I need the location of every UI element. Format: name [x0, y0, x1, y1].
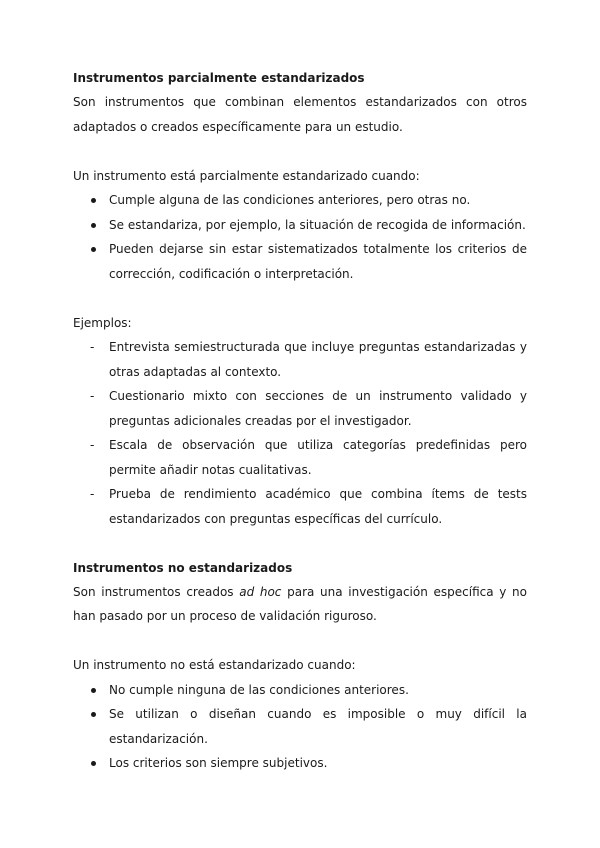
condition-list-non-standard	[73, 678, 527, 776]
list-item	[73, 384, 527, 433]
dash-marker: -	[90, 389, 95, 403]
list-item	[73, 335, 527, 384]
list-item: No cumple ninguna de las condiciones anteriores.	[73, 678, 527, 703]
condition-lead-non-standard: Un instrumento no está estandarizado cuando:	[73, 658, 356, 672]
list-item	[73, 433, 527, 482]
list-item: Se estandariza, por ejemplo, la situación de recogida de información.	[73, 213, 527, 238]
list-item: Se utilizan o diseñan cuando es imposible o muy difícil la estandarización.	[73, 702, 527, 751]
examples-list	[73, 335, 527, 531]
dash-marker: -	[90, 340, 95, 354]
section-heading-non-standard: Instrumentos no estandarizados	[73, 560, 293, 575]
condition-list-partial	[73, 188, 527, 286]
list-item: Cumple alguna de las condiciones anteriores, pero otras no.	[73, 188, 527, 213]
examples-lead: Ejemplos:	[73, 315, 132, 330]
list-item: Pueden dejarse sin estar sistematizados totalmente los criterios de corrección, codificación o interpretación.	[73, 237, 527, 286]
dash-marker: -	[90, 487, 95, 501]
italic-term: ad hoc	[239, 584, 282, 599]
document-page	[73, 66, 527, 776]
example-text: Cuestionario mixto con secciones de un instrumento validado y preguntas adicionales creadas por el investigador.	[109, 389, 527, 428]
example-text: Entrevista semiestructurada que incluye preguntas estandarizadas y otras adaptadas al contexto.	[109, 340, 527, 379]
example-text: Escala de observación que utiliza categorías predefinidas pero permite añadir notas cualitativas.	[109, 438, 527, 477]
dash-marker: -	[90, 438, 95, 452]
section-intro-partial: Son instrumentos que combinan elementos estandarizados con otros adaptados o creados específicamente para un estudio.	[73, 95, 527, 134]
example-text: Prueba de rendimiento académico que combina ítems de tests estandarizados con preguntas específicas del currículo.	[109, 487, 527, 526]
list-item	[73, 482, 527, 531]
section-intro-non-standard: Son instrumentos creados ad hoc para una investigación específica y no han pasado por un proceso de validación riguroso.	[73, 584, 527, 623]
list-item: Los criterios son siempre subjetivos.	[73, 751, 527, 776]
condition-lead-partial: Un instrumento está parcialmente estandarizado cuando:	[73, 168, 420, 183]
section-heading-partial: Instrumentos parcialmente estandarizados	[73, 71, 365, 85]
